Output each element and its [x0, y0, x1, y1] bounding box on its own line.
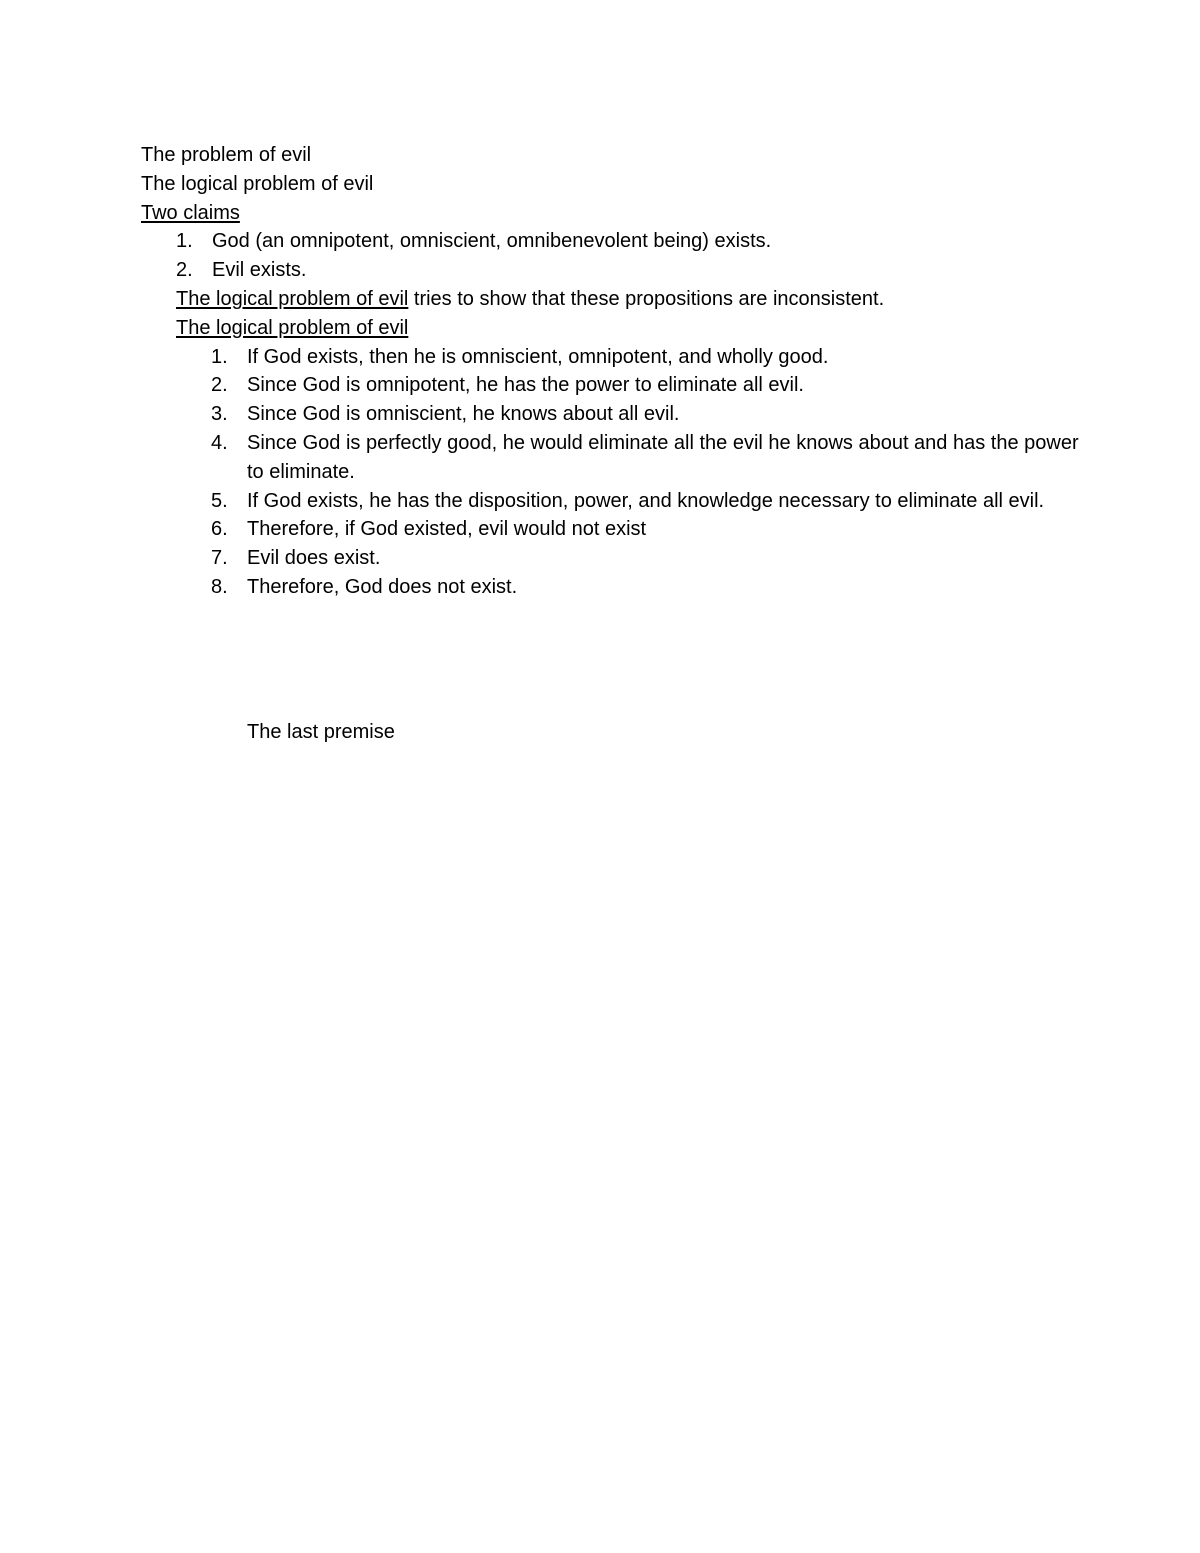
list-text: Evil exists.: [212, 259, 307, 282]
list-item: [141, 429, 1081, 487]
list-item: [141, 573, 1081, 602]
claims-list: [141, 227, 1081, 285]
list-text: If God exists, he has the disposition, power, and knowledge necessary to eliminate all evil.: [247, 489, 1045, 512]
list-text: Since God is omnipotent, he has the power to eliminate all evil.: [247, 374, 804, 397]
list-item: [141, 227, 1081, 256]
list-text: If God exists, then he is omniscient, omnipotent, and wholly good.: [247, 345, 829, 368]
list-number: 3.: [211, 403, 228, 426]
claims-heading-text: Two claims: [141, 201, 240, 224]
claims-heading: [141, 199, 1081, 228]
list-item: [141, 515, 1081, 544]
list-text: Therefore, God does not exist.: [247, 575, 518, 598]
inconsistency-rest: tries to show that these propositions are inconsistent.: [408, 287, 885, 310]
list-number: 8.: [211, 575, 228, 598]
argument-list: [141, 343, 1081, 602]
list-number: 1.: [211, 345, 228, 368]
list-number: 5.: [211, 489, 228, 512]
list-number: 2.: [211, 374, 228, 397]
list-text: Since God is omniscient, he knows about all evil.: [247, 403, 680, 426]
document-body: [141, 141, 1081, 743]
argument-heading: [141, 314, 1081, 343]
document-subtitle: The logical problem of evil: [141, 172, 374, 195]
list-text: God (an omnipotent, omniscient, omnibenevolent being) exists.: [212, 230, 772, 253]
inconsistency-statement: [141, 285, 1081, 314]
list-item: [141, 487, 1081, 516]
list-item: [141, 544, 1081, 573]
list-text: Since God is perfectly good, he would eliminate all the evil he knows about and has the power to eliminate.: [247, 431, 1079, 483]
inconsistency-underlined: The logical problem of evil: [176, 287, 409, 310]
list-number: 4.: [211, 431, 228, 454]
argument-heading-text: The logical problem of evil: [176, 316, 409, 339]
list-item: [141, 400, 1081, 429]
list-text: Therefore, if God existed, evil would not exist: [247, 518, 647, 541]
list-text: Evil does exist.: [247, 547, 381, 570]
list-item: [141, 343, 1081, 372]
last-premise: The last premise: [247, 721, 395, 743]
list-number: 7.: [211, 547, 228, 570]
document-title: The problem of evil: [141, 144, 312, 166]
list-item: [141, 256, 1081, 285]
list-item: [141, 371, 1081, 400]
list-number: 2.: [176, 259, 193, 282]
list-number: 6.: [211, 518, 228, 541]
list-number: 1.: [176, 230, 193, 253]
